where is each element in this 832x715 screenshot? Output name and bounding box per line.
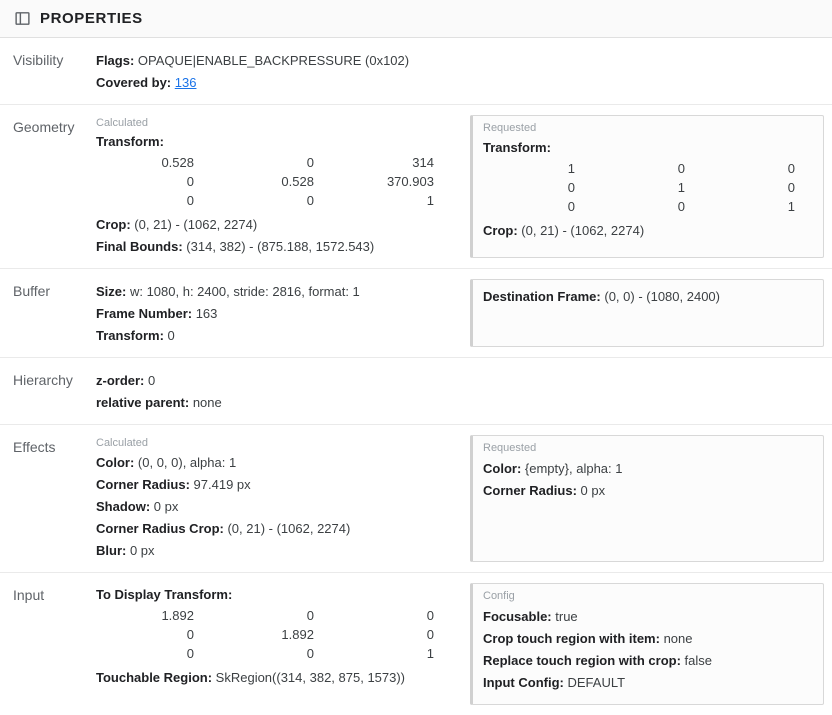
config-value: DEFAULT [567, 675, 626, 690]
geometry-calculated [96, 115, 456, 258]
matrix-cell: 1 [787, 199, 795, 214]
covered-by-key: Covered by: [96, 75, 172, 90]
crop-key: Crop: [96, 217, 131, 232]
section-body-buffer [96, 279, 832, 347]
config-value: false [684, 653, 713, 668]
to-display-transform-matrix [96, 606, 456, 663]
matrix-cell: 0 [677, 161, 685, 176]
config-key: Input Config: [483, 675, 564, 690]
buffer-destination-panel [470, 279, 824, 347]
config-row [483, 628, 813, 650]
input-config-panel [470, 583, 824, 705]
matrix-cell: 0.528 [281, 174, 314, 189]
frame-number-row [96, 303, 456, 325]
crop-key: Crop: [483, 223, 518, 238]
effects-key: Blur: [96, 543, 127, 558]
z-order-key: z-order: [96, 373, 145, 388]
config-key: Replace touch region with crop: [483, 653, 681, 668]
matrix-cell: 0 [567, 199, 575, 214]
crop-row-calc [96, 214, 456, 236]
matrix-cell: 0 [186, 646, 194, 661]
covered-by-row [96, 72, 824, 94]
touchable-region-key: Touchable Region: [96, 670, 213, 685]
effects-value: (0, 21) - (1062, 2274) [227, 521, 351, 536]
effects-key: Corner Radius: [483, 483, 577, 498]
calculated-caption: Calculated [96, 437, 148, 449]
properties-header [0, 0, 832, 38]
buffer-transform-row [96, 325, 456, 347]
matrix-cell: 1.892 [161, 608, 194, 623]
buffer-size-key: Size: [96, 284, 127, 299]
effects-requested [470, 435, 824, 562]
section-body-input [96, 583, 832, 705]
touchable-region-row [96, 667, 456, 689]
matrix-cell: 0 [426, 608, 434, 623]
frame-number-key: Frame Number: [96, 306, 193, 321]
matrix-cell: 0 [677, 199, 685, 214]
matrix-cell: 1 [567, 161, 575, 176]
effects-row [483, 458, 813, 480]
matrix-cell: 1 [426, 646, 434, 661]
final-bounds-value: (314, 382) - (875.188, 1572.543) [186, 239, 375, 254]
crop-row-req [483, 220, 813, 242]
section-label-effects: Effects [13, 439, 56, 455]
requested-caption: Requested [483, 442, 537, 454]
buffer-transform-key: Transform: [96, 328, 164, 343]
effects-row [96, 518, 456, 540]
matrix-cell: 1 [677, 180, 685, 195]
config-key: Focusable: [483, 609, 552, 624]
config-caption: Config [483, 590, 515, 602]
buffer-transform-value: 0 [167, 328, 175, 343]
to-display-transform-label: To Display Transform: [96, 587, 233, 602]
destination-frame-key: Destination Frame: [483, 289, 601, 304]
relative-parent-value: none [192, 395, 222, 410]
section-input [0, 573, 832, 715]
buffer-size-value: w: 1080, h: 2400, stride: 2816, format: 1 [129, 284, 360, 299]
section-label-input: Input [13, 587, 45, 603]
effects-key: Color: [96, 455, 135, 470]
page-title: PROPERTIES [40, 10, 143, 27]
section-label-buffer: Buffer [13, 283, 51, 299]
matrix-cell: 0 [186, 627, 194, 642]
section-body-visibility [96, 48, 832, 94]
relative-parent-row [96, 392, 824, 414]
flags-key: Flags: [96, 53, 135, 68]
effects-row [96, 496, 456, 518]
properties-panel-icon [13, 10, 31, 28]
section-visibility [0, 38, 832, 105]
buffer-size-row [96, 281, 456, 303]
matrix-cell: 0 [306, 608, 314, 623]
config-value: true [555, 609, 578, 624]
matrix-cell: 0 [567, 180, 575, 195]
effects-value: 0 px [153, 499, 179, 514]
input-transform [96, 583, 456, 705]
final-bounds-row [96, 236, 456, 258]
crop-value: (0, 21) - (1062, 2274) [134, 217, 258, 232]
effects-key: Corner Radius: [96, 477, 190, 492]
matrix-cell: 0 [186, 193, 194, 208]
matrix-cell: 0 [426, 627, 434, 642]
section-label-geometry: Geometry [13, 119, 75, 135]
effects-row [96, 540, 456, 562]
matrix-cell: 1.892 [281, 627, 314, 642]
covered-by-link[interactable]: 136 [174, 75, 197, 90]
buffer-fields [96, 279, 456, 347]
z-order-value: 0 [148, 373, 156, 388]
matrix-cell: 0 [787, 180, 795, 195]
effects-key: Corner Radius Crop: [96, 521, 224, 536]
matrix-cell: 0 [306, 193, 314, 208]
z-order-row [96, 370, 824, 392]
matrix-cell: 370.903 [386, 174, 434, 189]
section-body-geometry [96, 115, 832, 258]
matrix-cell: 0 [306, 155, 314, 170]
matrix-cell: 0 [306, 646, 314, 661]
requested-caption: Requested [483, 122, 537, 134]
final-bounds-key: Final Bounds: [96, 239, 183, 254]
section-body-effects [96, 435, 832, 562]
hierarchy-fields [96, 368, 824, 414]
frame-number-value: 163 [195, 306, 218, 321]
section-label-hierarchy: Hierarchy [13, 372, 73, 388]
destination-frame-value: (0, 0) - (1080, 2400) [604, 289, 720, 304]
section-label-visibility: Visibility [13, 52, 64, 68]
effects-value: 0 px [129, 543, 155, 558]
section-effects [0, 425, 832, 573]
transform-matrix-calc [96, 153, 456, 210]
effects-value: {empty}, alpha: 1 [524, 461, 623, 476]
matrix-cell: 314 [412, 155, 434, 170]
effects-value: 97.419 px [193, 477, 251, 492]
crop-value: (0, 21) - (1062, 2274) [521, 223, 645, 238]
geometry-requested [470, 115, 824, 258]
transform-label-req: Transform: [483, 140, 551, 155]
effects-row [483, 480, 813, 502]
effects-key: Shadow: [96, 499, 151, 514]
transform-matrix-req [483, 159, 813, 216]
effects-value: 0 px [580, 483, 606, 498]
section-body-hierarchy [96, 368, 832, 414]
relative-parent-key: relative parent: [96, 395, 190, 410]
matrix-cell: 0 [186, 174, 194, 189]
flags-value: OPAQUE|ENABLE_BACKPRESSURE (0x102) [137, 53, 410, 68]
matrix-cell: 1 [426, 193, 434, 208]
section-hierarchy [0, 358, 832, 425]
matrix-cell: 0.528 [161, 155, 194, 170]
effects-value: (0, 0, 0), alpha: 1 [137, 455, 237, 470]
effects-row [96, 452, 456, 474]
config-value: none [663, 631, 693, 646]
config-row [483, 650, 813, 672]
effects-key: Color: [483, 461, 522, 476]
config-row [483, 672, 813, 694]
config-key: Crop touch region with item: [483, 631, 660, 646]
section-buffer [0, 269, 832, 358]
transform-label-calc: Transform: [96, 134, 164, 149]
destination-frame-row [483, 286, 813, 308]
config-row [483, 606, 813, 628]
effects-row [96, 474, 456, 496]
calculated-caption: Calculated [96, 117, 148, 129]
visibility-fields [96, 48, 824, 94]
effects-calculated [96, 435, 456, 562]
section-geometry [0, 105, 832, 269]
matrix-cell: 0 [787, 161, 795, 176]
flags-row [96, 50, 824, 72]
touchable-region-value: SkRegion((314, 382, 875, 1573)) [215, 670, 406, 685]
